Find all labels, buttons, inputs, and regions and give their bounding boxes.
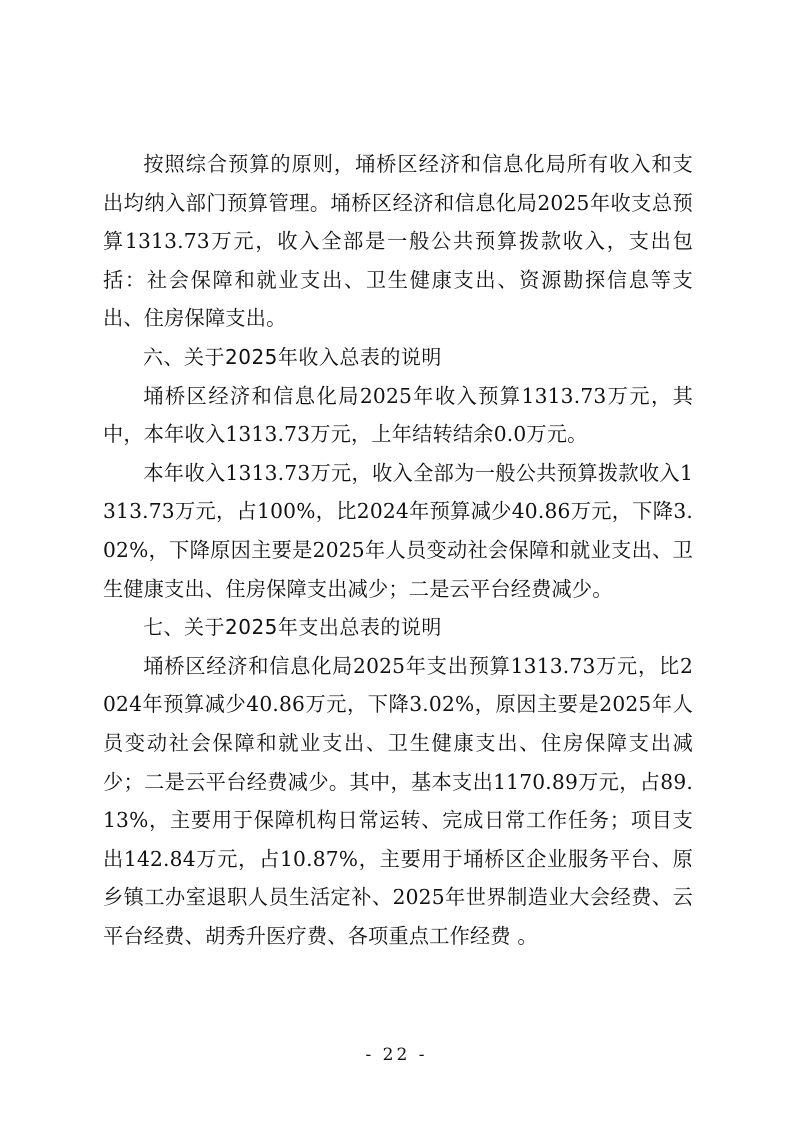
section-heading-expenditure-summary: 七、关于2025年支出总表的说明 (143, 615, 442, 640)
page-number: - 22 - (365, 1045, 428, 1065)
paragraph-budget-principle: 按照综合预算的原则，埇桥区经济和信息化局所有收入和支出均纳入部门预算管理。埇桥区经济和信息化局2025年收支总预算1313.73万元，收入全部是一般公共预算拨款收入，支出包括：社会保障和就业支出、卫生健康支出、资源勘探信息等支出、住房保障支出。 (103, 152, 693, 331)
paragraph-expenditure-budget: 埇桥区经济和信息化局2025年支出预算1313.73万元，比2024年预算减少40.86万元，下降3.02%，原因主要是2025年人员变动社会保障和就业支出、卫生健康支出、住房保障支出减少；二是云平台经费减少。其中，基本支出1170.89万元，占89.13%，主要用于保障机构日常运转、完成日常工作任务；项目支出142.84万元，占10.87%，主要用于埇桥区企业服务平台、原乡镇工办室退职人员生活定补、2025年世界制造业大会经费、云平台经费、胡秀升医疗费、各项重点工作经费 。 (103, 653, 693, 948)
document-body (103, 145, 693, 955)
section-heading-income-summary: 六、关于2025年收入总表的说明 (143, 344, 442, 369)
paragraph-current-year-income: 本年收入1313.73万元，收入全部为一般公共预算拨款收入1313.73万元，占100%，比2024年预算减少40.86万元，下降3.02%，下降原因主要是2025年人员变动社会保障和就业支出、卫生健康支出、住房保障支出减少；二是云平台经费减少。 (103, 460, 693, 601)
paragraph-income-budget: 埇桥区经济和信息化局2025年收入预算1313.73万元，其中，本年收入1313.73万元，上年结转结余0.0万元。 (103, 383, 693, 447)
